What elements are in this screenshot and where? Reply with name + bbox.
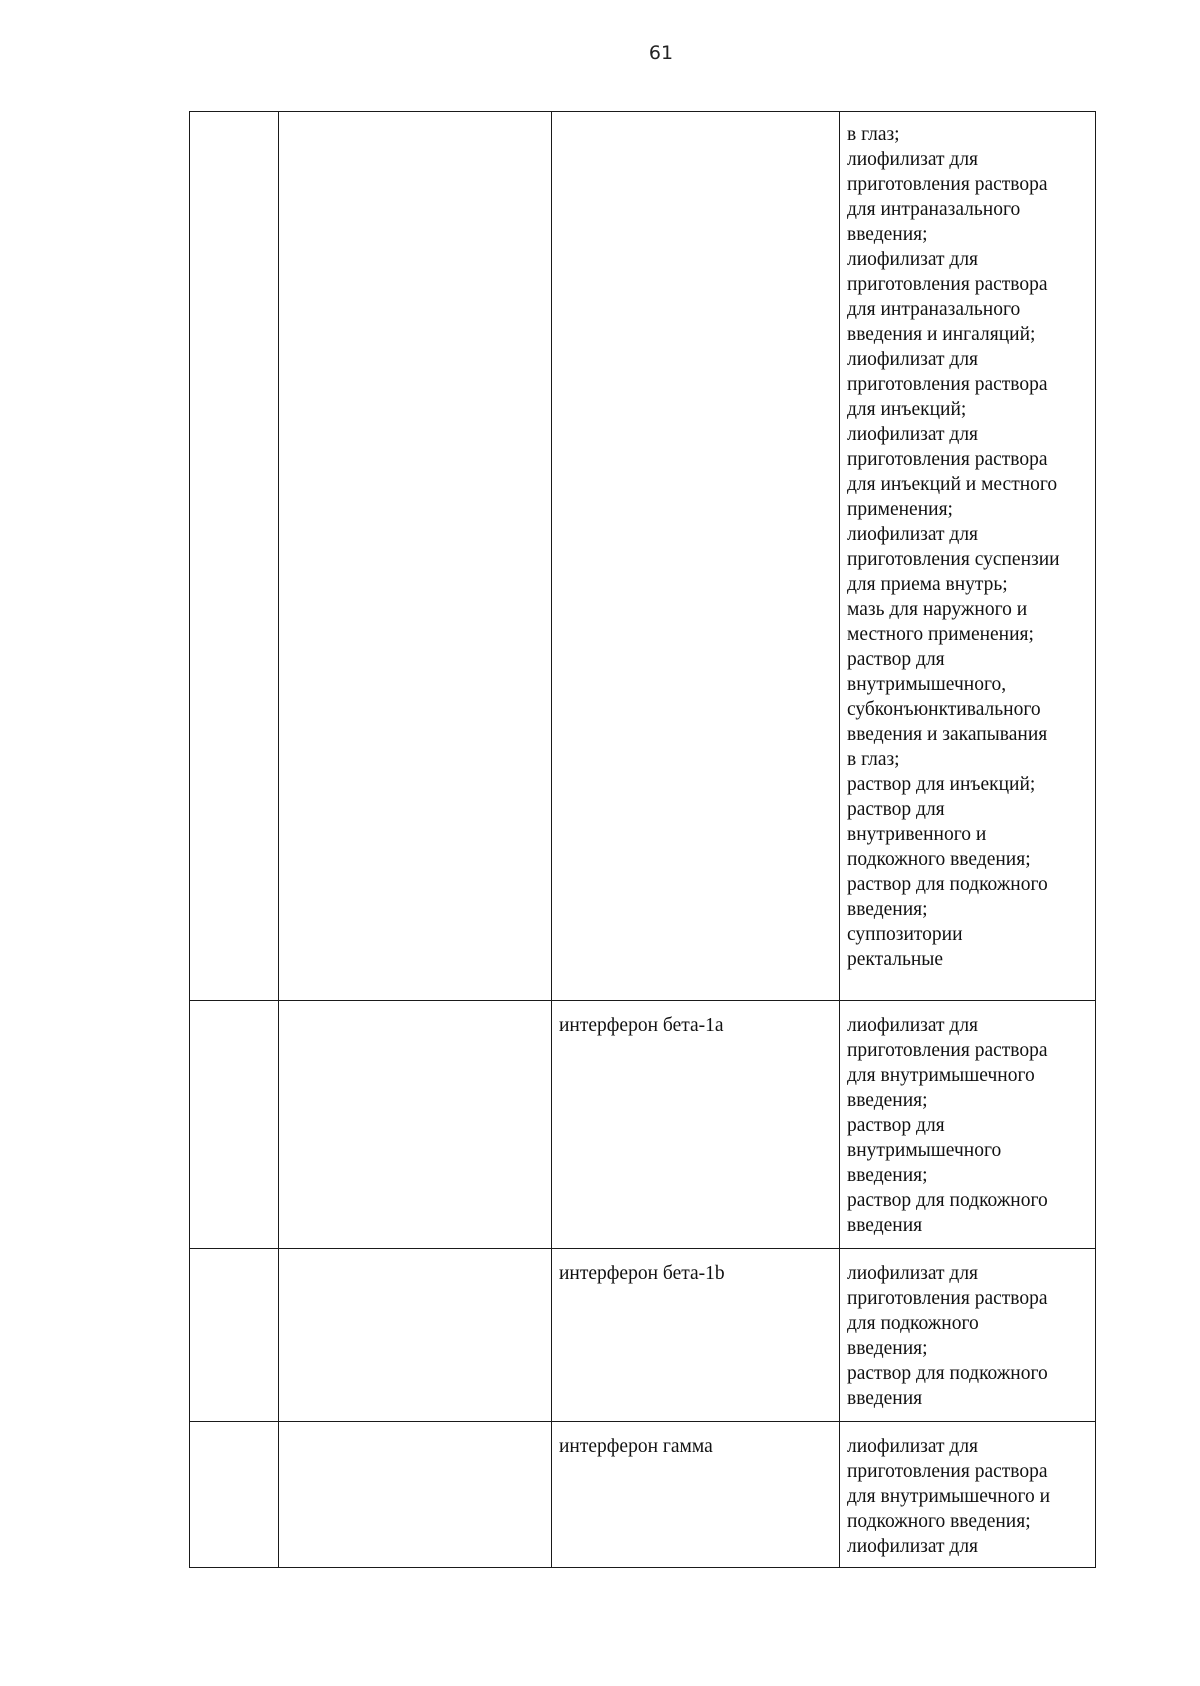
- dosage-form-line: для интраназального: [847, 299, 1021, 320]
- dosage-forms-cell: [840, 112, 1096, 1001]
- dosage-form-line: суппозитории: [847, 924, 963, 945]
- substance-cell: [552, 112, 840, 1001]
- dosage-form-line: мазь для наружного и: [847, 599, 1028, 620]
- dosage-form-line: подкожного введения;: [847, 849, 1031, 870]
- dosage-form-line: приготовления раствора: [847, 174, 1048, 195]
- dosage-form-line: введения;: [847, 1338, 928, 1359]
- dosage-form-line: приготовления раствора: [847, 1461, 1048, 1482]
- anatomical-group-cell: [279, 112, 552, 1001]
- atc-code-cell: [190, 1249, 279, 1422]
- drug-table: [189, 111, 1096, 1568]
- dosage-form-line: раствор для: [847, 649, 945, 670]
- substance-cell: интерферон бета-1a: [552, 1001, 840, 1249]
- page-number: 61: [648, 42, 674, 64]
- dosage-form-line: в глаз;: [847, 124, 900, 145]
- dosage-form-line: введения и ингаляций;: [847, 324, 1036, 345]
- dosage-form-line: лиофилизат для: [847, 1015, 979, 1036]
- table-row: [190, 112, 1096, 1001]
- dosage-form-line: приготовления раствора: [847, 274, 1048, 295]
- dosage-forms-cell: [840, 1001, 1096, 1249]
- dosage-form-line: лиофилизат для: [847, 149, 979, 170]
- dosage-form-line: лиофилизат для: [847, 349, 979, 370]
- dosage-form-line: введения: [847, 1215, 923, 1236]
- dosage-form-line: ректальные: [847, 949, 944, 970]
- dosage-forms-cell: [840, 1249, 1096, 1422]
- dosage-form-line: подкожного введения;: [847, 1511, 1031, 1532]
- dosage-form-line: лиофилизат для: [847, 1436, 979, 1457]
- dosage-form-line: субконъюнктивального: [847, 699, 1041, 720]
- dosage-form-line: для инъекций;: [847, 399, 967, 420]
- dosage-form-line: лиофилизат для: [847, 1263, 979, 1284]
- dosage-form-line: раствор для подкожного: [847, 1363, 1048, 1384]
- dosage-form-line: введения;: [847, 1165, 928, 1186]
- dosage-form-line: приготовления раствора: [847, 1040, 1048, 1061]
- atc-code-cell: [190, 112, 279, 1001]
- dosage-form-line: лиофилизат для: [847, 424, 979, 445]
- dosage-form-line: раствор для: [847, 799, 945, 820]
- dosage-form-line: лиофилизат для: [847, 524, 979, 545]
- substance-cell: интерферон бета-1b: [552, 1249, 840, 1422]
- dosage-form-line: приготовления раствора: [847, 449, 1048, 470]
- dosage-form-line: раствор для инъекций;: [847, 774, 1036, 795]
- dosage-form-line: приготовления раствора: [847, 1288, 1048, 1309]
- dosage-form-line: для инъекций и местного: [847, 474, 1058, 495]
- dosage-form-line: внутривенного и: [847, 824, 987, 845]
- dosage-form-line: внутримышечного: [847, 1140, 1002, 1161]
- dosage-forms-cell: [840, 1422, 1096, 1568]
- anatomical-group-cell: [279, 1001, 552, 1249]
- dosage-form-line: введения;: [847, 224, 928, 245]
- dosage-form-line: введения;: [847, 899, 928, 920]
- dosage-form-line: внутримышечного,: [847, 674, 1007, 695]
- dosage-form-line: приготовления суспензии: [847, 549, 1060, 570]
- dosage-form-line: для внутримышечного и: [847, 1486, 1051, 1507]
- dosage-form-line: введения: [847, 1388, 923, 1409]
- dosage-form-line: приготовления раствора: [847, 374, 1048, 395]
- dosage-form-line: местного применения;: [847, 624, 1034, 645]
- dosage-form-line: раствор для подкожного: [847, 874, 1048, 895]
- dosage-form-line: для приема внутрь;: [847, 574, 1008, 595]
- dosage-form-line: раствор для подкожного: [847, 1190, 1048, 1211]
- dosage-form-line: введения;: [847, 1090, 928, 1111]
- table-row: [190, 1422, 1096, 1568]
- dosage-form-line: применения;: [847, 499, 953, 520]
- dosage-form-line: раствор для: [847, 1115, 945, 1136]
- dosage-form-line: лиофилизат для: [847, 249, 979, 270]
- dosage-form-line: введения и закапывания: [847, 724, 1048, 745]
- atc-code-cell: [190, 1422, 279, 1568]
- atc-code-cell: [190, 1001, 279, 1249]
- dosage-form-line: для внутримышечного: [847, 1065, 1035, 1086]
- dosage-form-line: для интраназального: [847, 199, 1021, 220]
- anatomical-group-cell: [279, 1249, 552, 1422]
- table-row: [190, 1001, 1096, 1249]
- dosage-form-line: лиофилизат для: [847, 1536, 979, 1557]
- substance-cell: интерферон гамма: [552, 1422, 840, 1568]
- anatomical-group-cell: [279, 1422, 552, 1568]
- table-row: [190, 1249, 1096, 1422]
- dosage-form-line: для подкожного: [847, 1313, 979, 1334]
- dosage-form-line: в глаз;: [847, 749, 900, 770]
